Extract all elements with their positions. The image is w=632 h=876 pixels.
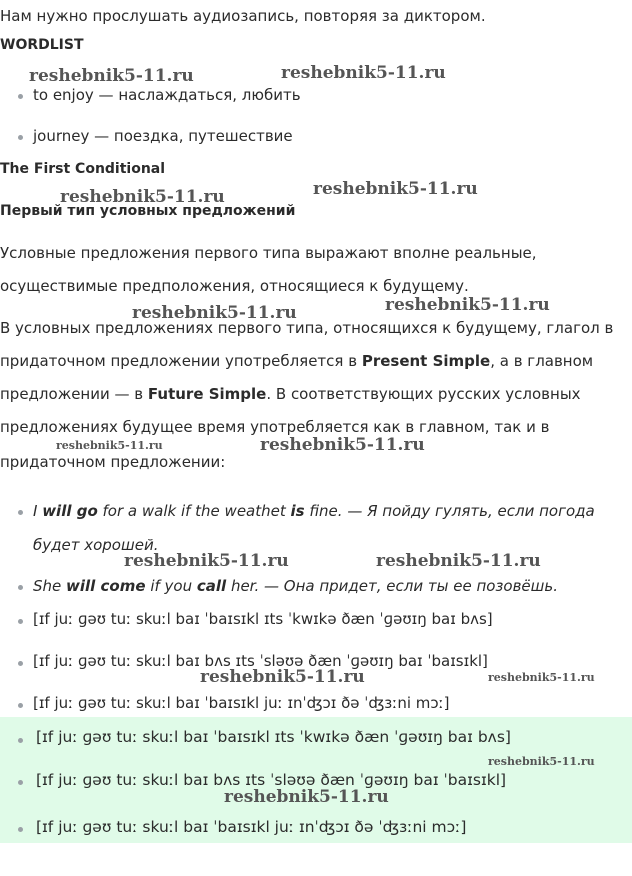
verb-highlight: is [290, 502, 305, 520]
text-run: предложении — в [0, 385, 148, 403]
transcription-highlighted: [ɪf juː ɡəʊ tuː skuːl baɪ ˈbaɪsɪkl ɪts ˈkwɪkə ðæn ˈɡəʊɪŋ baɪ bʌs] [36, 728, 511, 746]
transcription: [ɪf juː ɡəʊ tuː skuːl baɪ ˈbaɪsɪkl juː ɪnˈʤɔɪ ðə ˈʤɜːni mɔː] [33, 694, 450, 712]
text-run: . В соответствующих русских условных [266, 385, 581, 403]
watermark: reshebnik5-11.ru [29, 66, 194, 86]
text-run: if you [145, 577, 197, 595]
verb-highlight: will go [42, 502, 98, 520]
list-bullet [18, 510, 23, 515]
watermark: reshebnik5-11.ru [488, 671, 595, 684]
list-bullet [18, 94, 23, 99]
list-bullet [18, 585, 23, 590]
example-sentence [33, 501, 595, 521]
watermark: reshebnik5-11.ru [132, 303, 297, 323]
paragraph-line: осуществимые предположения, относящиеся к будущему. [0, 277, 469, 295]
paragraph-line: придаточном предложении: [0, 453, 226, 471]
list-bullet [18, 135, 23, 140]
paragraph-line: Условные предложения первого типа выражают вполне реальные, [0, 244, 537, 262]
text-run: придаточном предложении употребляется в [0, 352, 362, 370]
watermark: reshebnik5-11.ru [224, 787, 389, 807]
watermark: reshebnik5-11.ru [281, 63, 446, 83]
list-bullet [18, 661, 23, 666]
list-bullet [18, 827, 23, 832]
wordlist-heading: WORDLIST [0, 37, 84, 53]
verb-highlight: call [196, 577, 227, 595]
paragraph-line [0, 384, 581, 404]
example-sentence-cont: будет хорошей. [33, 536, 159, 554]
list-bullet [18, 703, 23, 708]
transcription-highlighted: [ɪf juː ɡəʊ tuː skuːl baɪ bʌs ɪts ˈsləʊə ðæn ˈɡəʊɪŋ baɪ ˈbaɪsɪkl] [36, 771, 507, 789]
grammar-title-en: The First Conditional [0, 161, 166, 177]
paragraph-line: В условных предложениях первого типа, относящихся к будущему, глагол в [0, 319, 614, 337]
transcription: [ɪf juː ɡəʊ tuː skuːl baɪ ˈbaɪsɪkl ɪts ˈkwɪkə ðæn ˈɡəʊɪŋ baɪ bʌs] [33, 610, 493, 628]
transcription: [ɪf juː ɡəʊ tuː skuːl baɪ bʌs ɪts ˈsləʊə ðæn ˈɡəʊɪŋ baɪ ˈbaɪsɪkl] [33, 652, 488, 670]
text-run: fine. — Я пойду гулять, если погода [304, 502, 595, 520]
term-future-simple: Future Simple [147, 385, 267, 403]
text-run: She [33, 577, 67, 595]
wordlist-item: journey — поездка, путешествие [33, 127, 293, 145]
text-run: for a walk if the weathet [97, 502, 291, 520]
term-present-simple: Present Simple [361, 352, 491, 370]
grammar-title-ru: Первый тип условных предложений [0, 203, 296, 219]
watermark: reshebnik5-11.ru [60, 187, 225, 207]
wordlist-item: to enjoy — наслаждаться, любить [33, 86, 301, 104]
text-run: her. — Она придет, если ты ее позовёшь. [226, 577, 558, 595]
watermark: reshebnik5-11.ru [488, 755, 595, 768]
transcription-highlighted: [ɪf juː ɡəʊ tuː skuːl baɪ ˈbaɪsɪkl juː ɪnˈʤɔɪ ðə ˈʤɜːni mɔː] [36, 818, 467, 836]
watermark: reshebnik5-11.ru [56, 439, 163, 452]
verb-highlight: will come [66, 577, 146, 595]
watermark: reshebnik5-11.ru [200, 667, 365, 687]
text-run: I [33, 502, 43, 520]
paragraph-line [0, 351, 593, 371]
watermark: reshebnik5-11.ru [124, 551, 289, 571]
watermark: reshebnik5-11.ru [385, 295, 550, 315]
example-sentence [33, 576, 558, 596]
intro-text: Нам нужно прослушать аудиозапись, повторяя за диктором. [0, 7, 486, 25]
watermark: reshebnik5-11.ru [313, 179, 478, 199]
paragraph-line: предложениях будущее время употребляется как в главном, так и в [0, 418, 550, 436]
list-bullet [18, 738, 23, 743]
list-bullet [18, 619, 23, 624]
text-run: , а в главном [490, 352, 594, 370]
list-bullet [18, 780, 23, 785]
watermark: reshebnik5-11.ru [260, 435, 425, 455]
watermark: reshebnik5-11.ru [376, 551, 541, 571]
